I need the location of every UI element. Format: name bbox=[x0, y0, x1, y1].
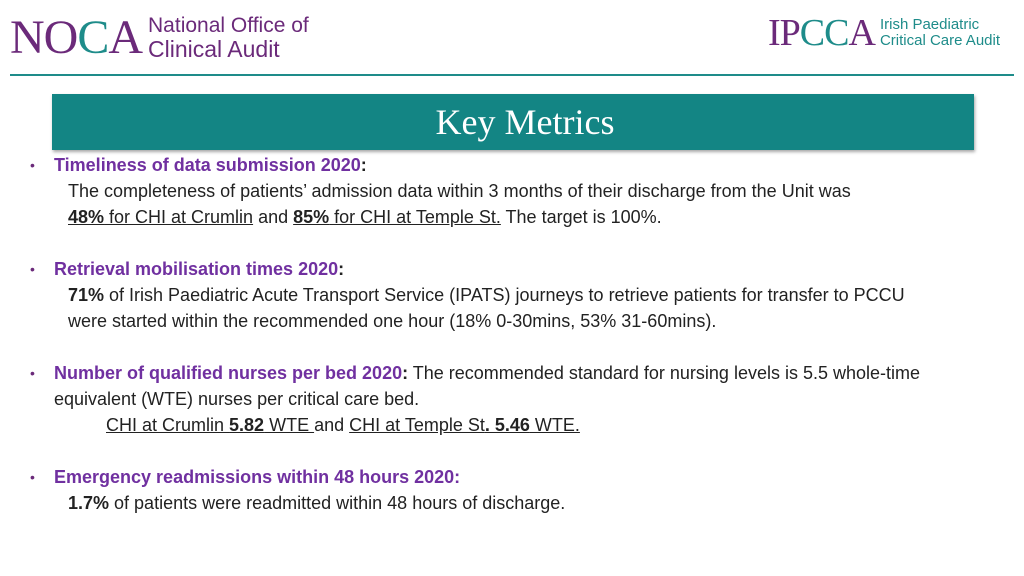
header-divider bbox=[10, 74, 1014, 76]
page-title: Key Metrics bbox=[435, 102, 615, 142]
metric-item: • Retrieval mobilisation times 2020: 71% of Irish Paediatric Acute Transport Service (IPATS) journeys to retrieve patients for transfer to PCCU were started within the recommended one hour (18% 0-30mins, 53% 31-60mins). bbox=[28, 256, 998, 334]
ipcca-logo bbox=[768, 14, 1000, 52]
ipcca-logo-text: Irish Paediatric Critical Care Audit bbox=[879, 15, 1000, 49]
metric-text: were started within the recommended one hour (18% 0-30mins, 53% 31-60mins). bbox=[68, 311, 717, 331]
noca-logo-mark: NOCA bbox=[10, 11, 143, 64]
metric-text: 1.7% of patients were readmitted within 48 hours of discharge. bbox=[68, 493, 566, 513]
metric-heading: Retrieval mobilisation times 2020 bbox=[54, 259, 339, 279]
metric-text: The recommended standard for nursing levels is 5.5 whole-time equivalent (WTE) nurses per critical care bed. bbox=[54, 363, 921, 409]
title-banner bbox=[52, 94, 974, 150]
noca-logo bbox=[10, 8, 309, 68]
metric-text: 48% for CHI at Crumlin and 85% for CHI at Temple St. The target is 100%. bbox=[68, 207, 662, 227]
metric-text: The completeness of patients’ admission data within 3 months of their discharge from the Unit was bbox=[68, 181, 851, 201]
metric-text: 71% of Irish Paediatric Acute Transport Service (IPATS) journeys to retrieve patients for transfer to PCCU bbox=[68, 285, 905, 305]
bullet-icon: • bbox=[30, 157, 35, 173]
bullet-icon: • bbox=[30, 469, 35, 485]
metric-heading: Timeliness of data submission 2020 bbox=[54, 155, 361, 175]
noca-logo-text: National Office of Clinical Audit bbox=[148, 13, 309, 62]
metric-item bbox=[28, 464, 998, 516]
metrics-list bbox=[28, 152, 998, 542]
ipcca-logo-mark: IPCCA bbox=[768, 12, 875, 54]
bullet-icon: • bbox=[30, 261, 35, 277]
metric-item: • Timeliness of data submission 2020: The completeness of patients’ admission data within 3 months of their discharge from the Unit was 48% for CHI at Crumlin and 85% for CHI at Temple St. The target is 100%. bbox=[28, 152, 998, 230]
metric-heading: Number of qualified nurses per bed 2020 bbox=[54, 363, 403, 383]
metric-item: • Number of qualified nurses per bed 2020: The recommended standard for nursing levels is 5.5 whole-time equivalent (WTE) nurses per critical care bed. CHI at Crumlin 5.82 WTE and CHI at Temple St. 5.46 WTE. bbox=[28, 360, 998, 438]
metric-text: CHI at Crumlin 5.82 WTE and CHI at Temple St. 5.46 WTE. bbox=[106, 415, 580, 435]
metric-heading: Emergency readmissions within 48 hours 2020: bbox=[54, 467, 461, 487]
bullet-icon: • bbox=[30, 365, 35, 381]
